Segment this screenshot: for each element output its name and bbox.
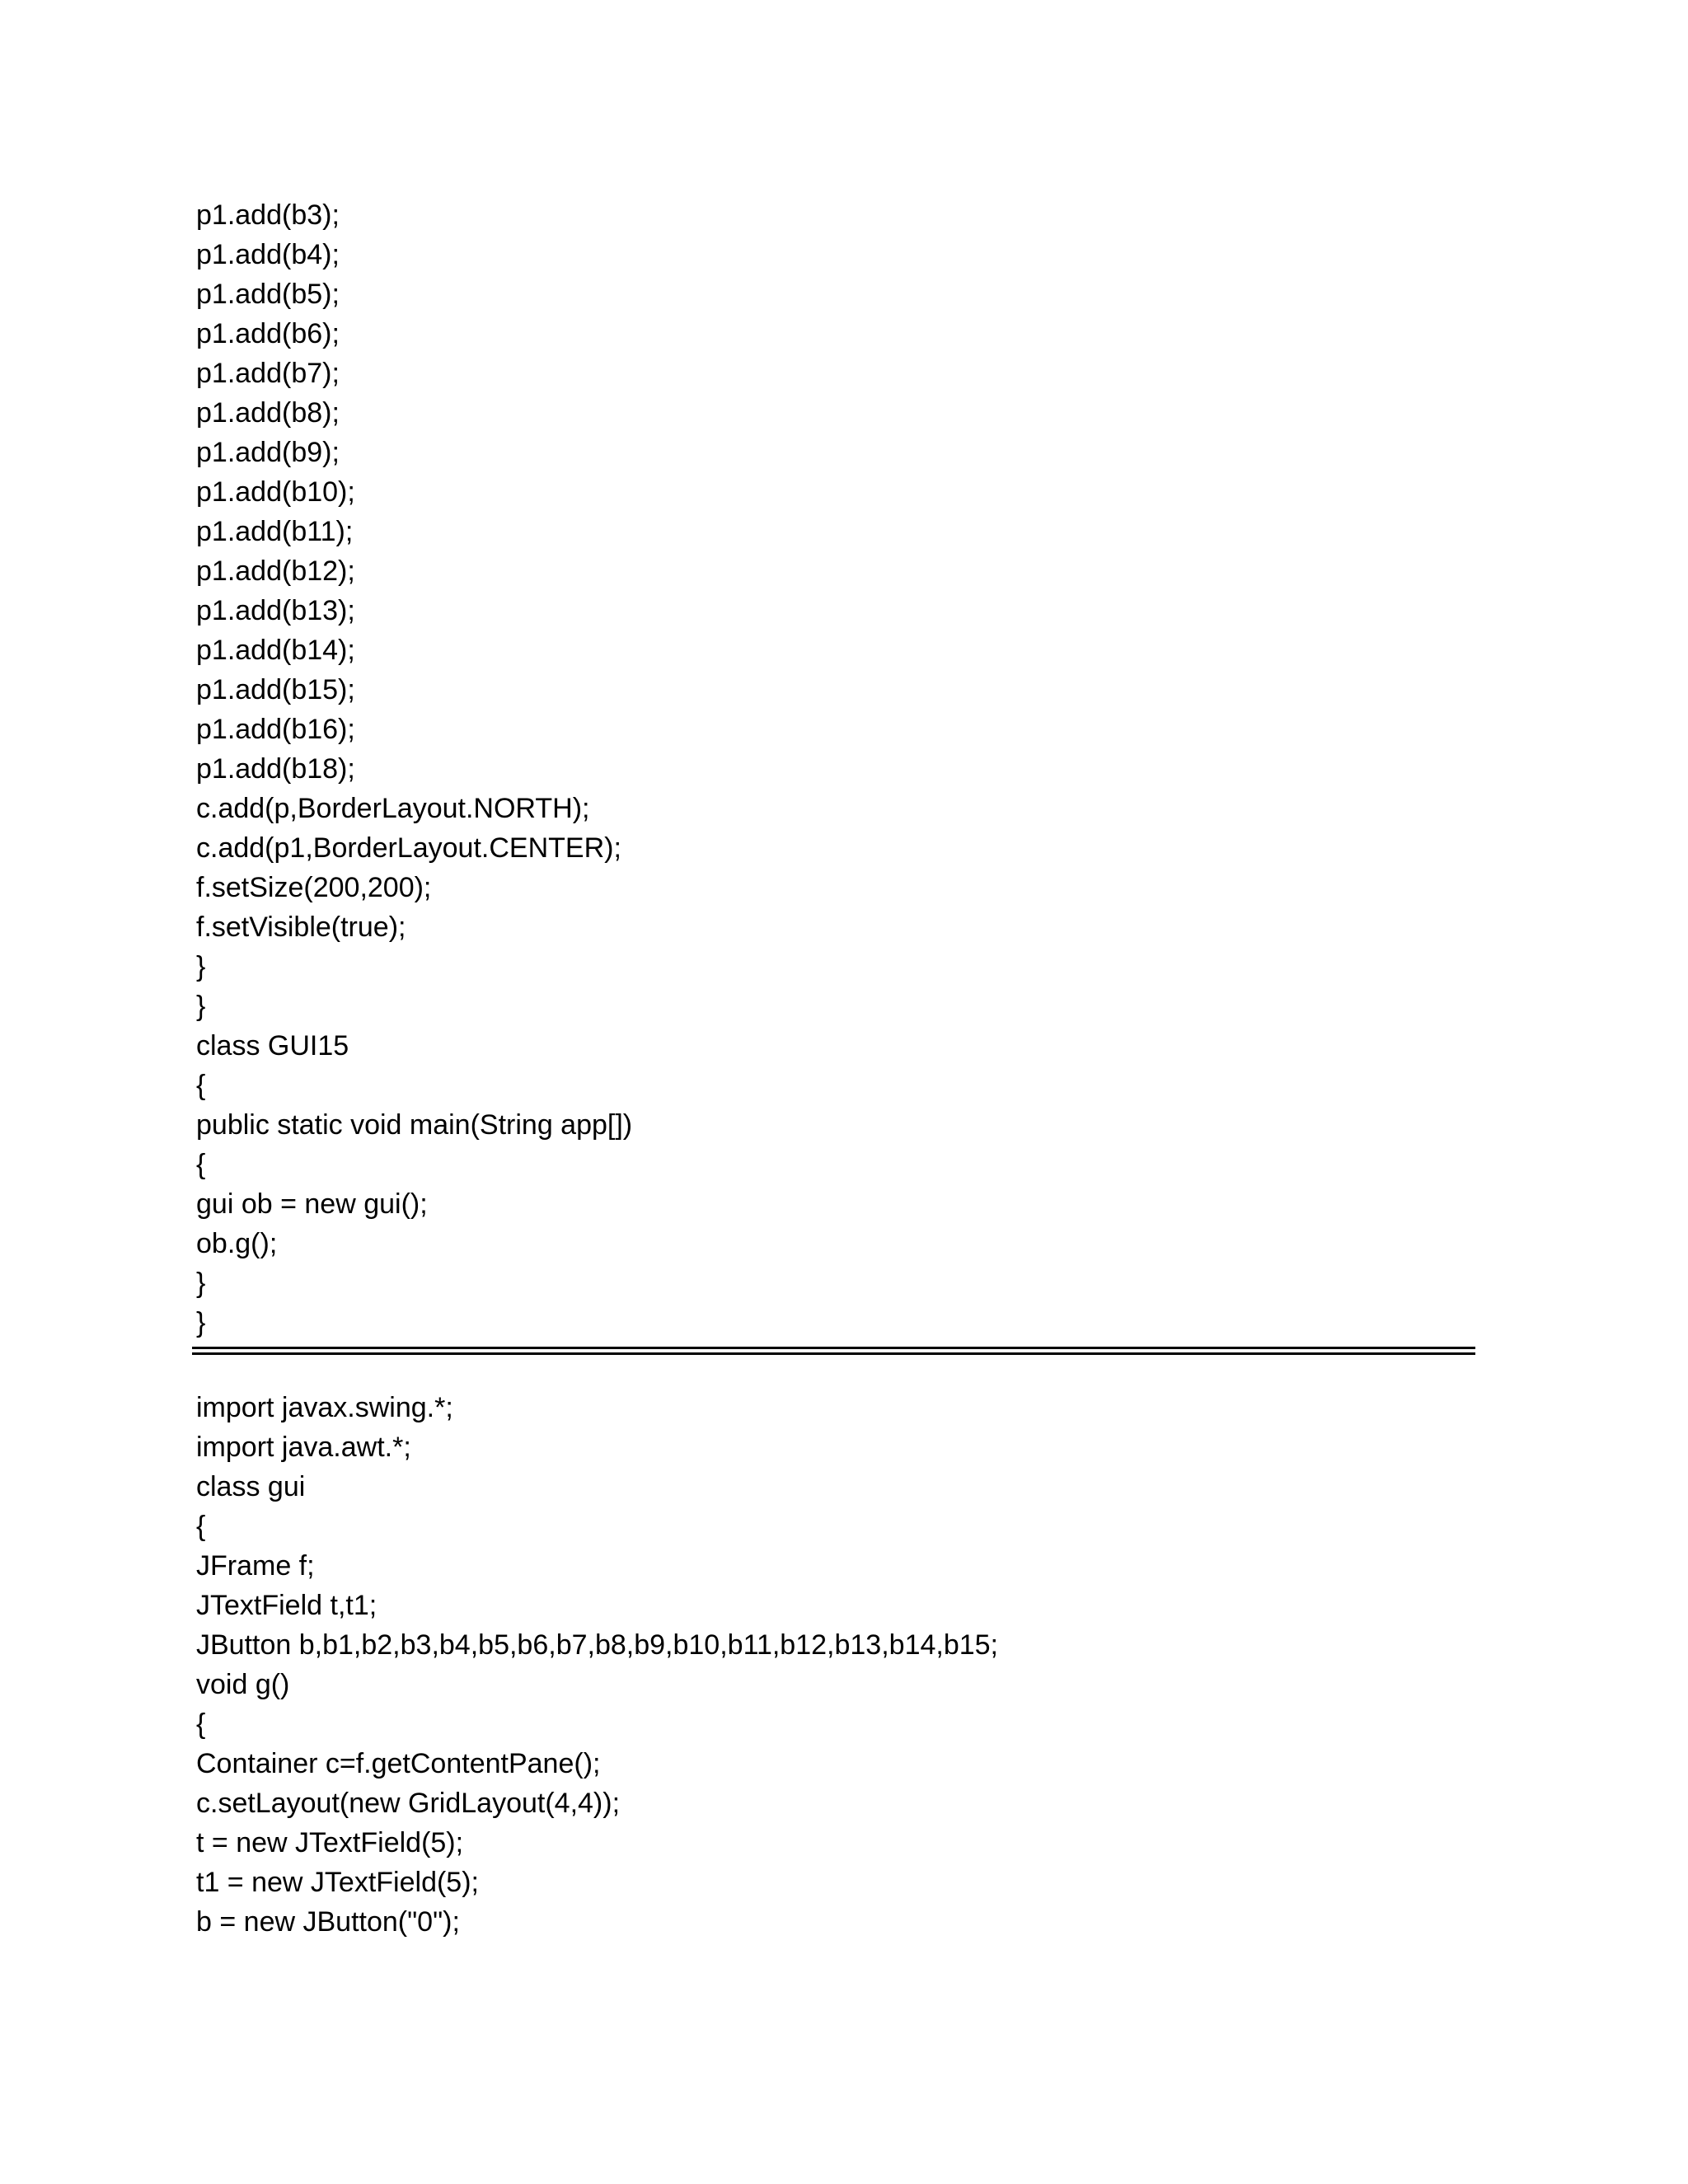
code-line: p1.add(b14);: [196, 635, 355, 666]
code-line: c.add(p1,BorderLayout.CENTER);: [196, 832, 621, 864]
code-line: {: [196, 1070, 206, 1101]
code-line: }: [196, 991, 206, 1022]
code-line: f.setSize(200,200);: [196, 872, 432, 903]
code-line: class gui: [196, 1471, 306, 1502]
code-line: p1.add(b5);: [196, 279, 340, 310]
double-rule-separator: [192, 1347, 1475, 1355]
code-line: {: [196, 1708, 206, 1740]
code-line: {: [196, 1149, 206, 1180]
code-line: }: [196, 951, 206, 982]
code-line: p1.add(b15);: [196, 674, 355, 705]
code-line: JButton b,b1,b2,b3,b4,b5,b6,b7,b8,b9,b10,b11,b12,b13,b14,b15;: [196, 1629, 999, 1661]
code-line: }: [196, 1268, 206, 1299]
code-line: void g(): [196, 1669, 290, 1700]
code-line: f.setVisible(true);: [196, 912, 406, 943]
code-line: import javax.swing.*;: [196, 1392, 453, 1423]
code-line: c.add(p,BorderLayout.NORTH);: [196, 793, 590, 824]
code-line: p1.add(b10);: [196, 476, 355, 508]
code-line: p1.add(b6);: [196, 318, 340, 349]
code-line: class GUI15: [196, 1030, 349, 1062]
code-line: p1.add(b7);: [196, 358, 340, 389]
code-block-bottom: [196, 1388, 998, 1942]
code-line: Container c=f.getContentPane();: [196, 1748, 601, 1779]
code-line: p1.add(b18);: [196, 753, 355, 785]
code-line: c.setLayout(new GridLayout(4,4));: [196, 1788, 621, 1819]
code-block-top: [196, 195, 632, 1343]
code-line: gui ob = new gui();: [196, 1188, 428, 1220]
code-line: {: [196, 1511, 206, 1542]
code-line: JTextField t,t1;: [196, 1590, 377, 1621]
code-line: p1.add(b13);: [196, 595, 355, 626]
code-line: ob.g();: [196, 1228, 278, 1259]
code-line: p1.add(b16);: [196, 714, 355, 745]
code-line: t1 = new JTextField(5);: [196, 1867, 479, 1898]
code-line: import java.awt.*;: [196, 1432, 411, 1463]
code-line: p1.add(b3);: [196, 199, 340, 231]
code-line: public static void main(String app[]): [196, 1109, 633, 1141]
code-line: p1.add(b12);: [196, 555, 355, 587]
code-line: JFrame f;: [196, 1550, 315, 1582]
code-line: p1.add(b4);: [196, 239, 340, 270]
code-line: p1.add(b8);: [196, 397, 340, 429]
code-line: p1.add(b9);: [196, 437, 340, 468]
code-line: b = new JButton("0");: [196, 1906, 460, 1938]
code-line: }: [196, 1307, 206, 1338]
code-line: p1.add(b11);: [196, 516, 354, 547]
code-line: t = new JTextField(5);: [196, 1827, 464, 1858]
